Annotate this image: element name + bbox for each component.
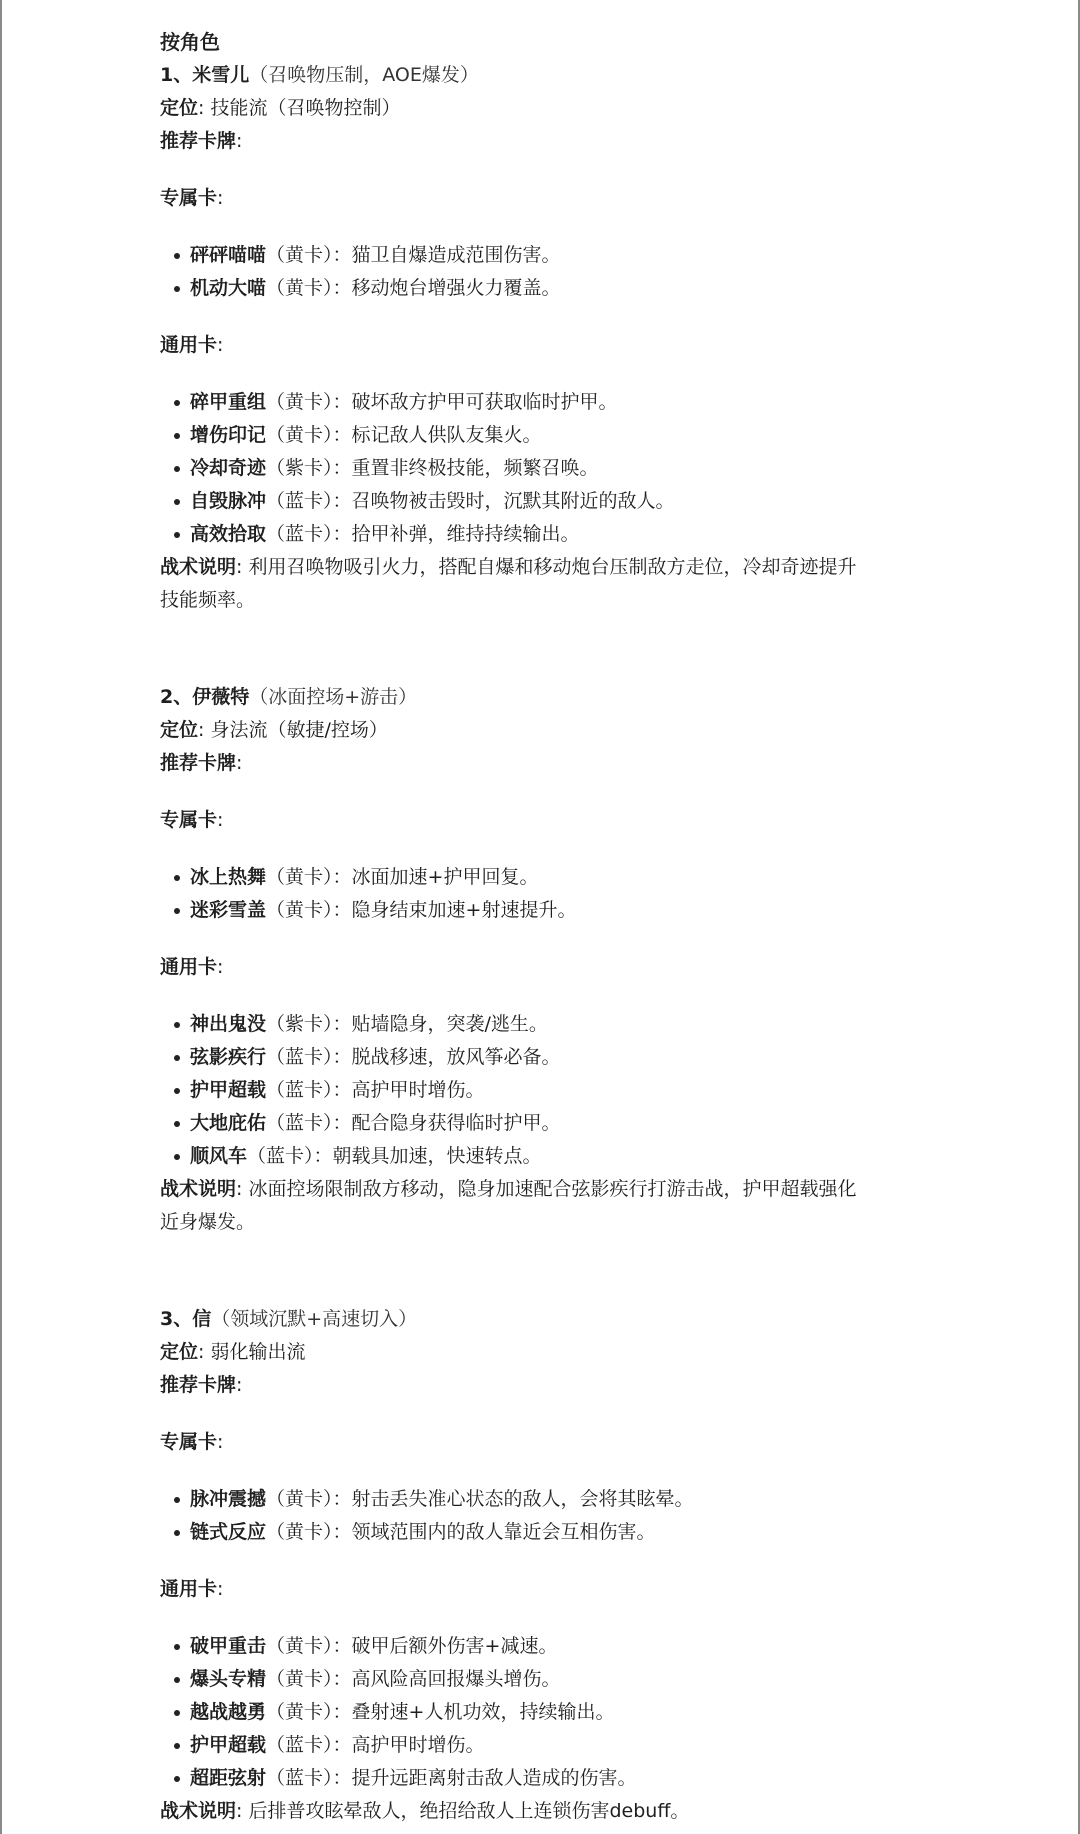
colon: :	[236, 1800, 243, 1822]
character-name: 伊薇特	[192, 686, 250, 708]
tactics-label: 战术说明	[160, 556, 237, 578]
card-tier: （黄卡）	[266, 1521, 333, 1543]
card-tier: （蓝卡）	[266, 523, 333, 545]
general-heading	[160, 329, 940, 362]
general-heading	[160, 951, 940, 984]
position-value: 弱化输出流	[210, 1341, 306, 1363]
card-desc: ：叠射速+人机功效，持续输出。	[332, 1701, 615, 1723]
recommended-line	[160, 1369, 940, 1402]
tactics-line-cont: 技能频率。	[160, 589, 256, 611]
card-desc: ：领域范围内的敌人靠近会互相伤害。	[332, 1521, 656, 1543]
colon: :	[217, 334, 224, 356]
card-name: 碎甲重组	[190, 391, 267, 413]
card-tier: （蓝卡）	[266, 490, 333, 512]
card-name: 弦影疾行	[190, 1046, 267, 1068]
tactics-line	[160, 551, 940, 584]
card-item	[174, 419, 940, 452]
card-desc: ：冰面加速+护甲回复。	[332, 866, 539, 888]
card-item	[174, 1107, 940, 1140]
card-tier: （黄卡）	[266, 866, 333, 888]
card-tier: （黄卡）	[266, 244, 333, 266]
card-item	[174, 485, 940, 518]
card-tier: （黄卡）	[266, 424, 333, 446]
card-tier: （蓝卡）	[266, 1767, 333, 1789]
card-desc: ：射击丢失准心状态的敌人，会将其眩晕。	[332, 1488, 694, 1510]
tactics-label: 战术说明	[160, 1800, 237, 1822]
card-name: 顺风车	[190, 1145, 248, 1167]
card-item	[174, 1630, 940, 1663]
card-name: 冰上热舞	[190, 866, 267, 888]
card-desc: ：重置非终极技能，频繁召唤。	[332, 457, 599, 479]
general-label: 通用卡	[160, 1578, 218, 1600]
card-desc: ：移动炮台增强火力覆盖。	[332, 277, 561, 299]
card-item	[174, 1041, 940, 1074]
card-name: 高效拾取	[190, 523, 267, 545]
card-name: 超距弦射	[190, 1767, 267, 1789]
card-desc: ：脱战移速，放风筝必备。	[332, 1046, 561, 1068]
character-number: 1、	[160, 64, 193, 86]
card-name: 脉冲震撼	[190, 1488, 267, 1510]
card-desc: ：隐身结束加速+射速提升。	[332, 899, 577, 921]
card-item	[174, 1483, 940, 1516]
card-tier: （黄卡）	[266, 1635, 333, 1657]
general-label: 通用卡	[160, 334, 218, 356]
card-item	[174, 239, 940, 272]
tactics-text: 利用召唤物吸引火力，搭配自爆和移动炮台压制敌方走位，冷却奇迹提升	[248, 556, 857, 578]
card-name: 链式反应	[190, 1521, 267, 1543]
recommended-line	[160, 747, 940, 780]
character-section	[160, 59, 940, 617]
card-item	[174, 1516, 940, 1549]
exclusive-heading	[160, 182, 940, 215]
card-name: 神出鬼没	[190, 1013, 267, 1035]
position-line	[160, 714, 940, 747]
recommended-label: 推荐卡牌	[160, 130, 237, 152]
position-value: 身法流（敏捷/控场）	[210, 719, 388, 741]
colon: :	[236, 130, 243, 152]
general-label: 通用卡	[160, 956, 218, 978]
position-label: 定位	[160, 1341, 199, 1363]
card-desc: ：猫卫自爆造成范围伤害。	[332, 244, 561, 266]
colon: :	[217, 809, 224, 831]
card-tier: （蓝卡）	[266, 1079, 333, 1101]
card-tier: （蓝卡）	[266, 1046, 333, 1068]
general-card-list	[160, 1630, 940, 1795]
card-name: 护甲超载	[190, 1734, 267, 1756]
recommended-label: 推荐卡牌	[160, 752, 237, 774]
colon: :	[198, 97, 205, 119]
tactics-label: 战术说明	[160, 1178, 237, 1200]
page-border-left	[0, 0, 2, 1834]
exclusive-card-list	[160, 1483, 940, 1549]
card-tier: （黄卡）	[266, 1668, 333, 1690]
card-name: 爆头专精	[190, 1668, 267, 1690]
card-item	[174, 272, 940, 305]
card-tier: （黄卡）	[266, 277, 333, 299]
card-desc: ：配合隐身获得临时护甲。	[332, 1112, 561, 1134]
card-tier: （紫卡）	[266, 457, 333, 479]
colon: :	[198, 719, 205, 741]
position-label: 定位	[160, 97, 199, 119]
position-label: 定位	[160, 719, 199, 741]
card-tier: （蓝卡）	[266, 1734, 333, 1756]
card-name: 冷却奇迹	[190, 457, 267, 479]
card-desc: ：高护甲时增伤。	[332, 1079, 485, 1101]
colon: :	[236, 752, 243, 774]
colon: :	[236, 1178, 243, 1200]
position-line	[160, 1336, 940, 1369]
card-desc: ：破坏敌方护甲可获取临时护甲。	[332, 391, 618, 413]
exclusive-label: 专属卡	[160, 809, 218, 831]
recommended-label: 推荐卡牌	[160, 1374, 237, 1396]
exclusive-card-list	[160, 861, 940, 927]
colon: :	[198, 1341, 205, 1363]
card-item	[174, 452, 940, 485]
tactics-text: 冰面控场限制敌方移动，隐身加速配合弦影疾行打游击战，护甲超载强化	[248, 1178, 857, 1200]
article-body	[160, 26, 940, 1828]
card-name: 自毁脉冲	[190, 490, 267, 512]
card-desc: ：标记敌人供队友集火。	[332, 424, 542, 446]
character-number: 2、	[160, 686, 193, 708]
general-card-list	[160, 386, 940, 551]
card-desc: ：拾甲补弹，维持持续输出。	[332, 523, 580, 545]
card-desc: ：召唤物被击毁时，沉默其附近的敌人。	[332, 490, 675, 512]
card-name: 机动大喵	[190, 277, 267, 299]
card-name: 迷彩雪盖	[190, 899, 267, 921]
card-tier: （黄卡）	[266, 899, 333, 921]
card-name: 破甲重击	[190, 1635, 267, 1657]
exclusive-label: 专属卡	[160, 187, 218, 209]
card-item	[174, 1663, 940, 1696]
card-tier: （黄卡）	[266, 1488, 333, 1510]
card-tier: （黄卡）	[266, 1701, 333, 1723]
card-name: 越战越勇	[190, 1701, 267, 1723]
exclusive-label: 专属卡	[160, 1431, 218, 1453]
card-item	[174, 1729, 940, 1762]
page-title: 按角色	[160, 30, 220, 54]
character-section	[160, 1303, 940, 1828]
character-number: 3、	[160, 1308, 193, 1330]
character-subtitle: （领域沉默+高速切入）	[211, 1308, 418, 1330]
card-name: 砰砰喵喵	[190, 244, 267, 266]
tactics-text: 后排普攻眩晕敌人，绝招给敌人上连锁伤害debuff。	[248, 1800, 690, 1822]
card-item	[174, 1074, 940, 1107]
position-line	[160, 92, 940, 125]
colon: :	[217, 1578, 224, 1600]
colon: :	[236, 1374, 243, 1396]
card-name: 护甲超载	[190, 1079, 267, 1101]
card-desc: ：高护甲时增伤。	[332, 1734, 485, 1756]
card-desc: ：贴墙隐身，突袭/逃生。	[332, 1013, 548, 1035]
card-tier: （紫卡）	[266, 1013, 333, 1035]
tactics-line-cont: 近身爆发。	[160, 1211, 256, 1233]
card-item	[174, 1762, 940, 1795]
character-heading	[160, 681, 940, 714]
card-name: 增伤印记	[190, 424, 267, 446]
character-subtitle: （召唤物压制，AOE爆发）	[249, 64, 479, 86]
exclusive-heading	[160, 1426, 940, 1459]
tactics-line	[160, 1795, 940, 1828]
character-heading	[160, 59, 940, 92]
exclusive-card-list	[160, 239, 940, 305]
character-section	[160, 681, 940, 1239]
character-name: 米雪儿	[192, 64, 250, 86]
card-tier: （黄卡）	[266, 391, 333, 413]
colon: :	[217, 956, 224, 978]
card-item	[174, 1140, 940, 1173]
card-desc: ：高风险高回报爆头增伤。	[332, 1668, 561, 1690]
card-desc: ：提升远距离射击敌人造成的伤害。	[332, 1767, 637, 1789]
tactics-line	[160, 1173, 940, 1206]
character-name: 信	[192, 1308, 212, 1330]
colon: :	[217, 187, 224, 209]
card-tier: （蓝卡）	[266, 1112, 333, 1134]
character-subtitle: （冰面控场+游击）	[249, 686, 418, 708]
card-item	[174, 894, 940, 927]
card-desc: ：破甲后额外伤害+减速。	[332, 1635, 558, 1657]
colon: :	[217, 1431, 224, 1453]
card-tier: （蓝卡）	[247, 1145, 314, 1167]
general-card-list	[160, 1008, 940, 1173]
card-item	[174, 1008, 940, 1041]
recommended-line	[160, 125, 940, 158]
exclusive-heading	[160, 804, 940, 837]
character-heading	[160, 1303, 940, 1336]
colon: :	[236, 556, 243, 578]
card-item	[174, 386, 940, 419]
card-item	[174, 861, 940, 894]
card-name: 大地庇佑	[190, 1112, 267, 1134]
card-desc: ：朝载具加速，快速转点。	[313, 1145, 542, 1167]
card-item	[174, 1696, 940, 1729]
general-heading	[160, 1573, 940, 1606]
position-value: 技能流（召唤物控制）	[210, 97, 401, 119]
card-item	[174, 518, 940, 551]
